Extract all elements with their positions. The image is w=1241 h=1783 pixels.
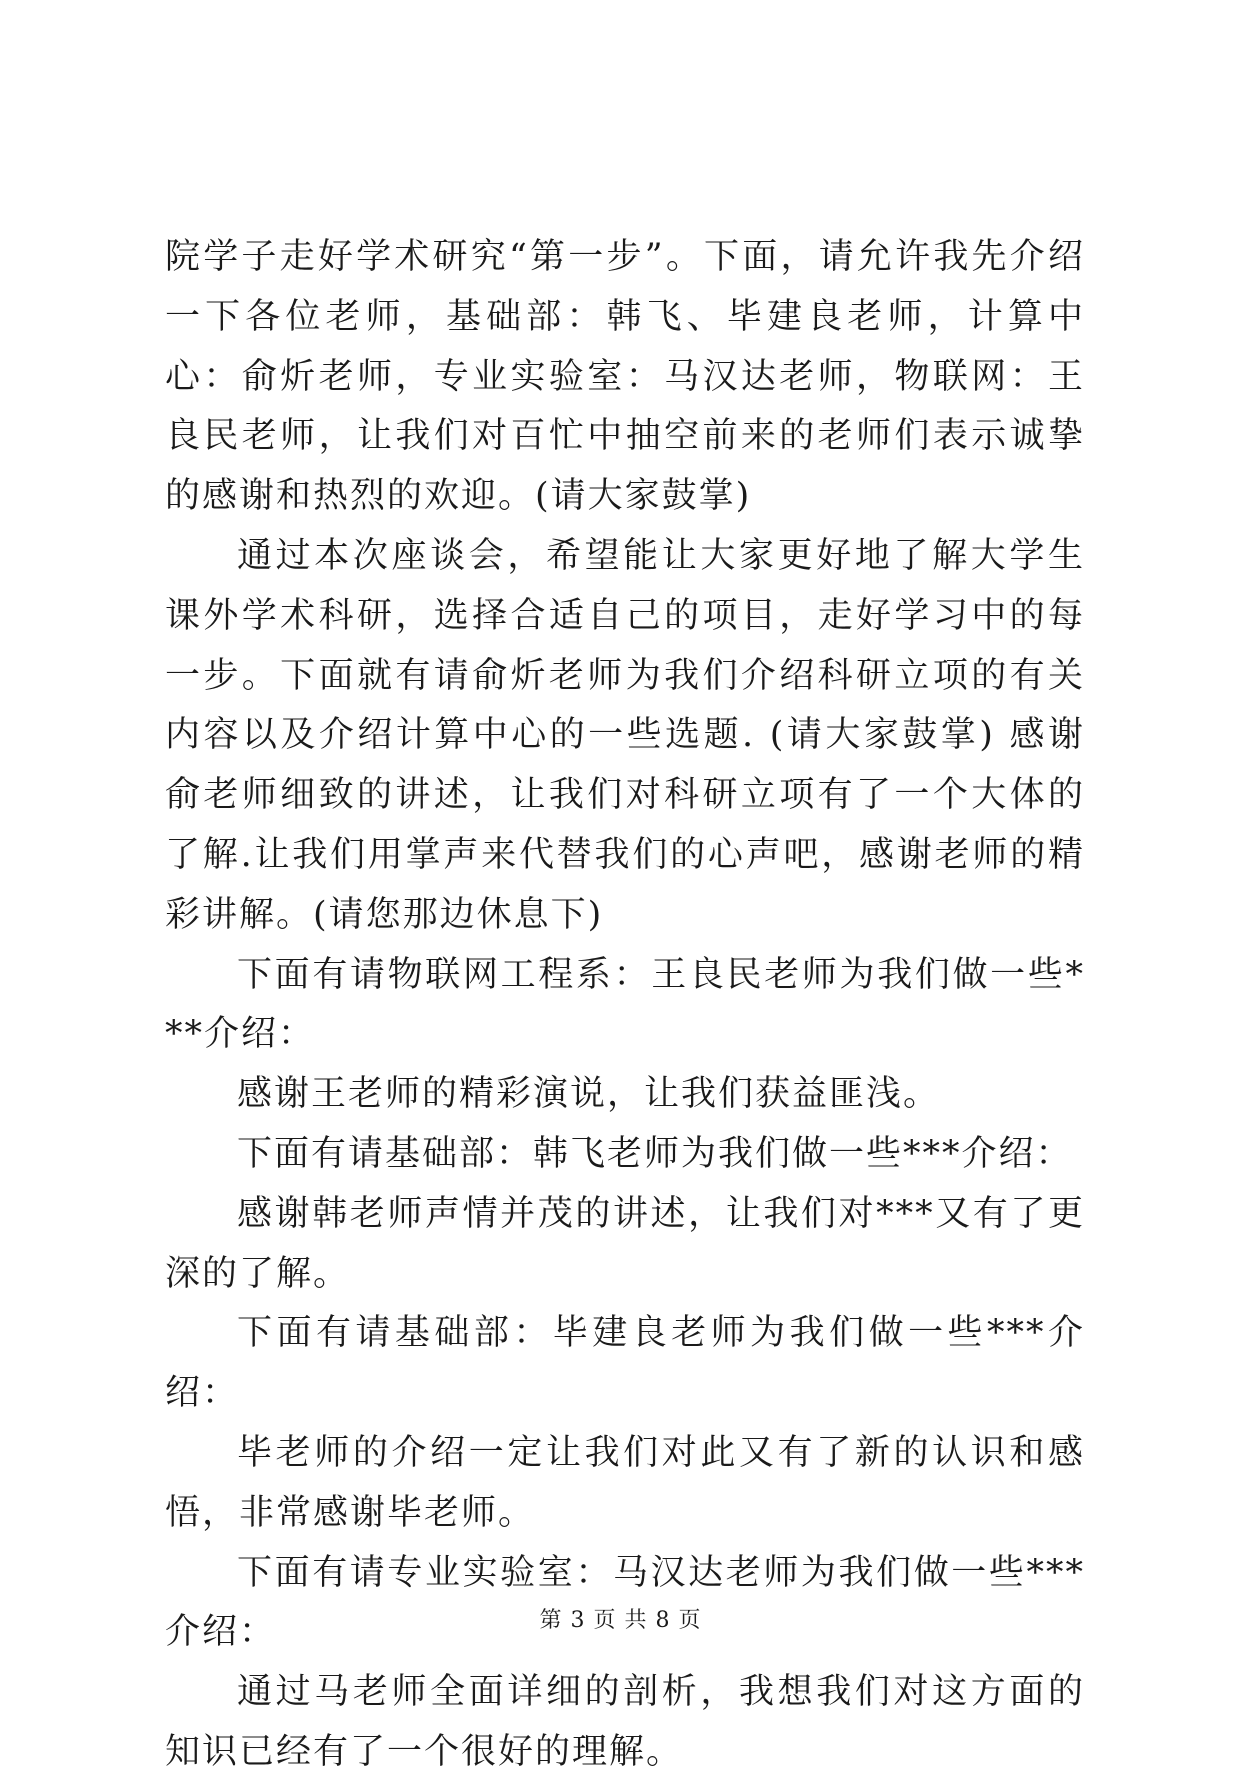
paragraph-invite-wang: 下面有请物联网工程系：王良民老师为我们做一些***介绍：: [165, 954, 1085, 1055]
paragraph-thanks-ma: 通过马老师全面详细的剖析，我想我们对这方面的知识已经有了一个很好的理解。: [165, 1672, 1085, 1772]
paragraph-continued-intro: 院学子走好学术研究“第一步”。下面，请允许我先介绍一下各位老师，基础部：韩飞、毕建良老师，计算中心：俞炘老师，专业实验室：马汉达老师，物联网：王良民老师，让我们对百忙中抽空前来的老师们表示诚挚的感谢和热烈的欢迎。(请大家鼓掌): [165, 237, 1085, 517]
body-text: [165, 228, 1085, 1783]
paragraph-forum-purpose: 通过本次座谈会，希望能让大家更好地了解大学生课外学术科研，选择合适自己的项目，走好学习中的每一步。下面就有请俞炘老师为我们介绍科研立项的有关内容以及介绍计算中心的一些选题. (请大家鼓掌) 感谢俞老师细致的讲述，让我们对科研立项有了一个大体的了解.让我们用掌声来代替我们的心声吧，感谢老师的精彩讲解。(请您那边休息下): [165, 535, 1085, 935]
paragraph-thanks-bi: 毕老师的介绍一定让我们对此又有了新的认识和感悟，非常感谢毕老师。: [165, 1432, 1085, 1533]
page-number-footer: 第 3 页 共 8 页: [539, 1608, 702, 1633]
paragraph-invite-bi: 下面有请基础部：毕建良老师为我们做一些***介绍：: [165, 1313, 1085, 1414]
paragraph-invite-ma: 下面有请专业实验室：马汉达老师为我们做一些***介绍：: [165, 1552, 1085, 1653]
paragraph-thanks-wang: 感谢王老师的精彩演说，让我们获益匪浅。: [237, 1074, 941, 1115]
paragraph-thanks-han: 感谢韩老师声情并茂的讲述，让我们对***又有了更深的了解。: [165, 1193, 1085, 1294]
paragraph-invite-han: 下面有请基础部：韩飞老师为我们做一些***介绍：: [237, 1133, 1073, 1174]
